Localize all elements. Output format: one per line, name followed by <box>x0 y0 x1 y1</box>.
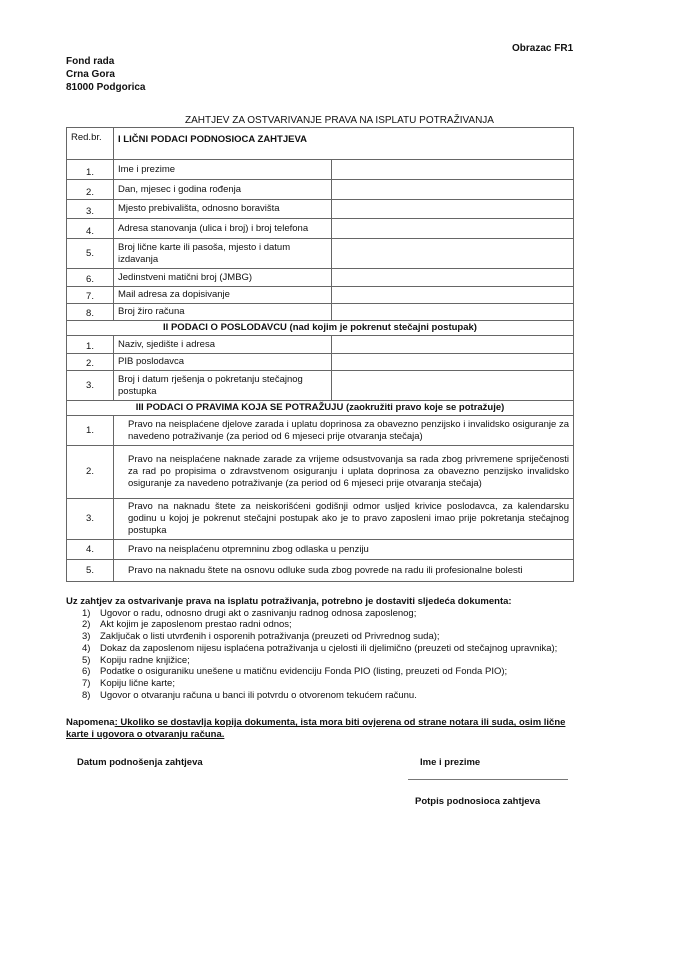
row-number: 8. <box>67 304 114 321</box>
section-header-row <box>67 401 574 416</box>
field-label: Jedinstveni matični broj (JMBG) <box>114 269 332 287</box>
table-row <box>67 287 574 304</box>
field-label: Ime i prezime <box>114 160 332 180</box>
right-option-text: Pravo na naknadu štete na osnovu odluke suda zbog povrede na radu ili profesionalne bolesti <box>114 560 574 582</box>
field-label: Adresa stanovanja (ulica i broj) i broj telefona <box>114 219 332 239</box>
section-header-row <box>67 128 574 160</box>
field-label: Broj i datum rješenja o pokretanju stečajnog postupka <box>114 371 332 401</box>
right-option-text: Pravo na neisplaćenu otpremninu zbog odlaska u penziju <box>114 540 574 560</box>
row-number: 3. <box>67 371 114 401</box>
org-line-name: Fond rada <box>66 56 115 67</box>
field-value-bank-account[interactable] <box>332 304 574 321</box>
section-personal-title: I LIČNI PODACI PODNOSIOCA ZAHTJEVA <box>114 128 574 160</box>
row-number: 1. <box>67 336 114 354</box>
table-row <box>67 180 574 200</box>
list-item-number: 2) <box>82 619 91 631</box>
list-item <box>66 643 576 655</box>
row-number: 3. <box>67 200 114 219</box>
row-number: 7. <box>67 287 114 304</box>
org-line-city: 81000 Podgorica <box>66 82 146 93</box>
field-value-bankruptcy-decision[interactable] <box>332 371 574 401</box>
list-item-text: Ugovor o otvaranju računa u banci ili potvrdu o otvorenom tekućem računu. <box>100 689 417 701</box>
request-form-table <box>66 127 574 582</box>
row-number: 6. <box>67 269 114 287</box>
row-number: 5. <box>67 560 114 582</box>
row-number: 4. <box>67 219 114 239</box>
list-item <box>66 608 576 620</box>
documents-intro: Uz zahtjev za ostvarivanje prava na isplatu potraživanja, potrebno je dostaviti sljedeća dokumenta: <box>66 596 512 607</box>
note <box>66 717 581 740</box>
rights-row[interactable] <box>67 416 574 446</box>
list-item-text: Dokaz da zaposlenom nijesu isplaćena potraživanja u cjelosti ili djelimično (preuzeti od stečajnog upravnika); <box>100 642 558 654</box>
row-number: 2. <box>67 354 114 371</box>
list-item <box>66 678 576 690</box>
field-label: Naziv, sjedište i adresa <box>114 336 332 354</box>
list-item-text: Kopiju radne knjižice; <box>100 654 190 666</box>
field-label: Dan, mjesec i godina rođenja <box>114 180 332 200</box>
field-value-email[interactable] <box>332 287 574 304</box>
field-label: Broj žiro računa <box>114 304 332 321</box>
list-item-number: 7) <box>82 677 91 689</box>
table-row <box>67 304 574 321</box>
field-value-address-phone[interactable] <box>332 219 574 239</box>
organization-address <box>66 55 145 94</box>
applicant-name-label: Ime i prezime <box>420 757 481 768</box>
column-header-number: Red.br. <box>67 128 114 160</box>
list-item-number: 6) <box>82 666 91 678</box>
list-item-number: 4) <box>82 642 91 654</box>
field-value-birth-date[interactable] <box>332 180 574 200</box>
field-value-residence[interactable] <box>332 200 574 219</box>
required-documents <box>66 596 576 701</box>
table-row <box>67 371 574 401</box>
note-label: Napomena <box>66 717 115 728</box>
field-label: Mjesto prebivališta, odnosno boravišta <box>114 200 332 219</box>
row-number: 2. <box>67 446 114 499</box>
signature-line[interactable] <box>408 779 568 780</box>
section-header-row <box>67 321 574 336</box>
table-row <box>67 336 574 354</box>
field-value-id-document[interactable] <box>332 239 574 269</box>
list-item <box>66 655 576 667</box>
row-number: 2. <box>67 180 114 200</box>
form-code: Obrazac FR1 <box>512 43 574 54</box>
list-item-text: Ugovor o radu, odnosno drugi akt o zasnivanju radnog odnosa zaposlenog; <box>100 607 417 619</box>
field-value-jmbg[interactable] <box>332 269 574 287</box>
list-item-number: 1) <box>82 607 91 619</box>
row-number: 3. <box>67 499 114 540</box>
rights-row[interactable] <box>67 446 574 499</box>
table-row <box>67 239 574 269</box>
field-value-full-name[interactable] <box>332 160 574 180</box>
list-item-text: Kopiju lične karte; <box>100 677 175 689</box>
list-item-text: Akt kojim je zaposlenom prestao radni odnos; <box>100 619 292 631</box>
right-option-text: Pravo na naknadu štete za neiskorišćeni godišnji odmor usljed krivice poslodavca, za kalendarsku godinu u kojoj je pokrenut stečajni postupak ako je to pravo zaposleni imao prije pokretanja stečajnog postupka <box>114 499 574 540</box>
list-item-number: 3) <box>82 631 91 643</box>
list-item-text: Podatke o osiguraniku unešene u matičnu evidenciju Fonda PIO (listing, preuzeti od Fonda PIO); <box>100 666 508 678</box>
right-option-text: Pravo na neisplaćene naknade zarade za vrijeme odsustvovanja sa rada zbog privremene spriječenosti za rad po propisima o zdravstvenom osiguranju i uplata doprinosa za obavezno penzijsko invalidsko osiguranje za navedeno potraživanje (za period od 6 mjeseci prije otvaranja stečaja) <box>114 446 574 499</box>
field-value-employer-name[interactable] <box>332 336 574 354</box>
table-row <box>67 200 574 219</box>
list-item-number: 5) <box>82 654 91 666</box>
submission-date-label: Datum podnošenja zahtjeva <box>77 757 203 768</box>
row-number: 4. <box>67 540 114 560</box>
rights-row[interactable] <box>67 560 574 582</box>
table-row <box>67 160 574 180</box>
org-line-country: Crna Gora <box>66 69 115 80</box>
list-item <box>66 631 576 643</box>
note-text: : Ukoliko se dostavlja kopija dokumenta, ista mora biti ovjerena od strane notara ili suda, osim lične karte i ugovora o otvaranju računa. <box>66 717 566 740</box>
signature-label: Potpis podnosioca zahtjeva <box>415 796 541 807</box>
section-rights-title: III PODACI O PRAVIMA KOJA SE POTRAŽUJU (zaokružiti pravo koje se potražuje) <box>67 401 574 416</box>
list-item-number: 8) <box>82 689 91 701</box>
list-item <box>66 690 576 702</box>
page-title: ZAHTJEV ZA OSTVARIVANJE PRAVA NA ISPLATU POTRAŽIVANJA <box>185 115 494 126</box>
rights-row[interactable] <box>67 499 574 540</box>
list-item-text: Zaključak o listi utvrđenih i osporenih potraživanja (preuzeti od Privrednog suda); <box>100 631 440 643</box>
row-number: 1. <box>67 416 114 446</box>
table-row <box>67 219 574 239</box>
row-number: 5. <box>67 239 114 269</box>
row-number: 1. <box>67 160 114 180</box>
field-label: Broj lične karte ili pasoša, mjesto i datum izdavanja <box>114 239 332 269</box>
documents-list <box>66 608 576 702</box>
field-label: PIB poslodavca <box>114 354 332 371</box>
list-item <box>66 619 576 631</box>
field-label: Mail adresa za dopisivanje <box>114 287 332 304</box>
list-item <box>66 666 576 678</box>
table-row <box>67 269 574 287</box>
section-employer-title: II PODACI O POSLODAVCU (nad kojim je pokrenut stečajni postupak) <box>67 321 574 336</box>
right-option-text: Pravo na neisplaćene djelove zarada i uplatu doprinosa za obavezno penzijsko i invalidsko osiguranje za navedeno potraživanje (za period od 6 mjeseci prije otvaranja stečaja) <box>114 416 574 446</box>
field-value-employer-pib[interactable] <box>332 354 574 371</box>
table-row <box>67 354 574 371</box>
rights-row[interactable] <box>67 540 574 560</box>
